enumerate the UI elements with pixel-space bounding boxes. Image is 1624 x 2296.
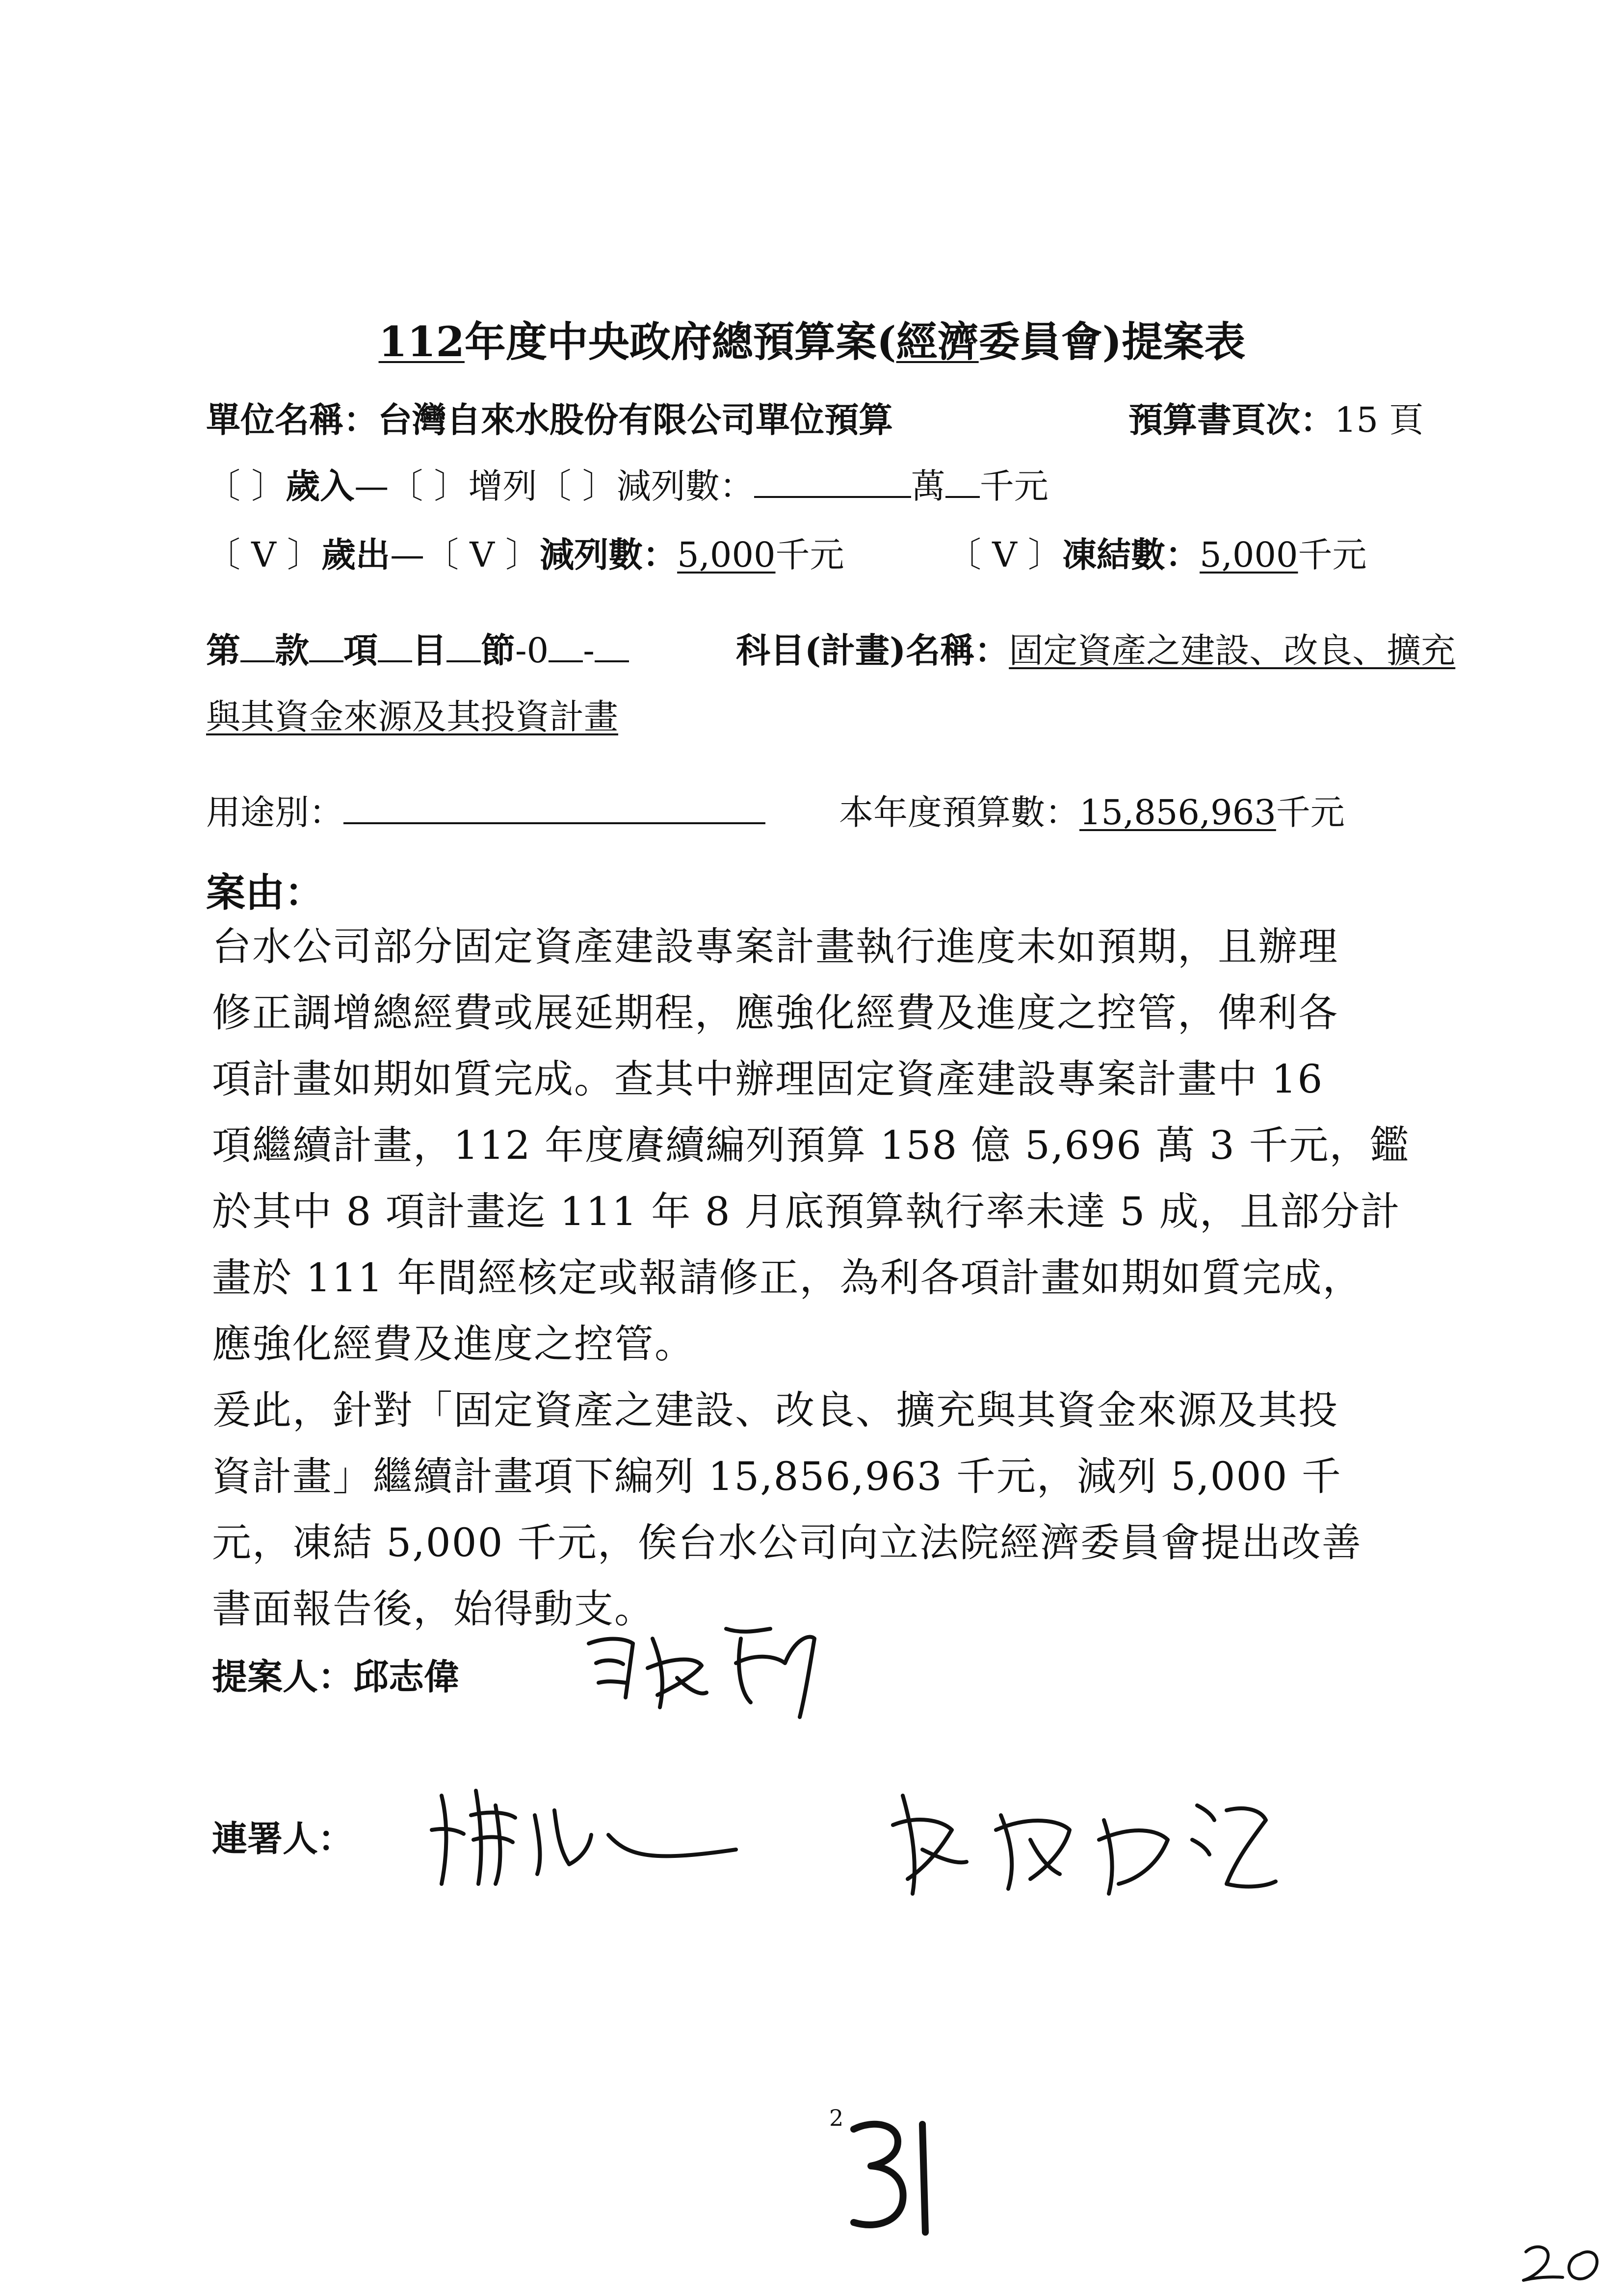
revenue-label: 歲入: [286, 466, 355, 506]
item-di: 第: [206, 630, 240, 671]
reason-line: 應強化經費及進度之控管。: [212, 1321, 695, 1367]
page-ref-unit: 頁: [1389, 400, 1424, 440]
unit-label: 單位名稱：: [206, 399, 378, 440]
reason-line: 項計畫如期如質完成。查其中辦理固定資產建設專案計畫中 16: [212, 1056, 1324, 1102]
freeze-label: 凍結數：: [1062, 534, 1200, 575]
revenue-increase-check: 〔 〕: [389, 466, 469, 506]
freeze-value: 5,000: [1200, 535, 1298, 575]
proposer-label: 提案人：: [212, 1656, 354, 1697]
subject-line1: 固定資產之建設、改良、擴充: [1009, 630, 1456, 671]
subject-line2: 與其資金來源及其投資計畫: [206, 697, 618, 737]
document-title: [0, 309, 1624, 368]
corner-page-number: [1516, 2237, 1614, 2286]
subject-row-2: [206, 689, 618, 739]
proposer-name: 邱志偉: [353, 1656, 460, 1697]
expenditure-row: [206, 527, 844, 577]
page-number-handwritten: [834, 2114, 942, 2242]
item-mu-blank: [378, 631, 412, 662]
revenue-unit-wan: 萬: [911, 466, 945, 506]
expenditure-decrease-label: 減列數：: [540, 534, 678, 575]
revenue-row: [206, 459, 1048, 508]
item-code: -0: [515, 630, 549, 671]
reason-line: 爰此，針對「固定資產之建設、改良、擴充與其資金來源及其投: [212, 1387, 1338, 1433]
reason-line: 項繼續計畫，112 年度賡續編列預算 158 億 5,696 萬 3 千元，鑑: [212, 1122, 1410, 1168]
page-ref: [1128, 392, 1423, 442]
revenue-unit-k: 千元: [979, 466, 1048, 506]
expenditure-decrease-unit: 千元: [775, 535, 844, 575]
item-kuan: 款: [275, 630, 309, 671]
budget-unit: 千元: [1276, 792, 1345, 833]
subject-label: 科目(計畫)名稱：: [736, 630, 1009, 671]
budget-row: [839, 785, 1345, 835]
title-committee: 經濟: [896, 317, 979, 366]
title-after: 委員會)提案表: [978, 317, 1246, 366]
item-jie: 節: [481, 630, 515, 671]
revenue-dash: —: [354, 466, 389, 506]
expenditure-decrease-check: 〔 V 〕: [424, 535, 540, 575]
proposer-signature: [579, 1609, 834, 1727]
expenditure-check: 〔 V 〕: [206, 535, 322, 575]
page-ref-value: 15: [1335, 400, 1379, 440]
usage-blank: [343, 793, 765, 824]
item-xiang-blank: [309, 631, 343, 662]
item-mu: 目: [412, 630, 446, 671]
proposer-row: [212, 1648, 459, 1699]
item-jie-blank: [446, 631, 481, 662]
item-code-blank: [549, 631, 583, 662]
freeze-unit: 千元: [1298, 535, 1367, 575]
revenue-k-blank: [945, 467, 980, 498]
revenue-increase-label: 增列: [468, 466, 537, 506]
cosigner-signature-2: [883, 1766, 1285, 1913]
expenditure-label: 歲出: [321, 534, 391, 575]
title-year: 112: [378, 317, 465, 366]
reason-line: 書面報告後，始得動支。: [212, 1586, 655, 1632]
revenue-decrease-check: 〔 〕: [537, 466, 617, 506]
revenue-decrease-label: 減列數：: [616, 466, 754, 506]
budget-label: 本年度預算數：: [839, 792, 1079, 833]
subject-row: [736, 623, 1455, 673]
cosigners-label: 連署人：: [212, 1818, 354, 1859]
reason-line: 資計畫」繼續計畫項下編列 15,856,963 千元，減列 5,000 千: [212, 1454, 1342, 1499]
unit-row: [206, 392, 893, 442]
cosigner-signature-1: [422, 1776, 746, 1894]
reason-line: 台水公司部分固定資產建設專案計畫執行進度未如預期，且辦理: [212, 924, 1338, 969]
unit-value: 台灣自來水股份有限公司單位預算: [378, 399, 893, 440]
usage-row: [206, 785, 765, 835]
item-dash: -: [583, 630, 595, 671]
page-ref-label: 預算書頁次：: [1128, 399, 1335, 440]
expenditure-dash: —: [390, 535, 425, 575]
page-number-small: 2: [829, 2105, 844, 2131]
budget-value: 15,856,963: [1079, 792, 1276, 833]
item-sub-blank: [595, 631, 629, 662]
freeze-row: [947, 527, 1366, 577]
freeze-check: 〔 V 〕: [947, 535, 1063, 575]
item-kuan-blank: [240, 631, 275, 662]
title-before: 年度中央政府總預算案(: [464, 317, 896, 366]
expenditure-decrease-value: 5,000: [677, 535, 776, 575]
reason-heading: 案由：: [206, 869, 324, 915]
reason-line: 元，凍結 5,000 千元，俟台水公司向立法院經濟委員會提出改善: [212, 1520, 1362, 1565]
usage-label: 用途別：: [206, 792, 343, 833]
reason-line: 於其中 8 項計畫迄 111 年 8 月底預算執行率未達 5 成，且部分計: [212, 1189, 1401, 1234]
revenue-check: 〔 〕: [206, 466, 286, 506]
item-row: [206, 623, 629, 673]
reason-line: 修正調增總經費或展延期程，應強化經費及進度之控管，俾利各: [212, 990, 1338, 1036]
item-xiang: 項: [343, 630, 378, 671]
reason-line: 畫於 111 年間經核定或報請修正，為利各項計畫如期如質完成，: [212, 1255, 1363, 1301]
revenue-amount-blank: [754, 467, 911, 498]
